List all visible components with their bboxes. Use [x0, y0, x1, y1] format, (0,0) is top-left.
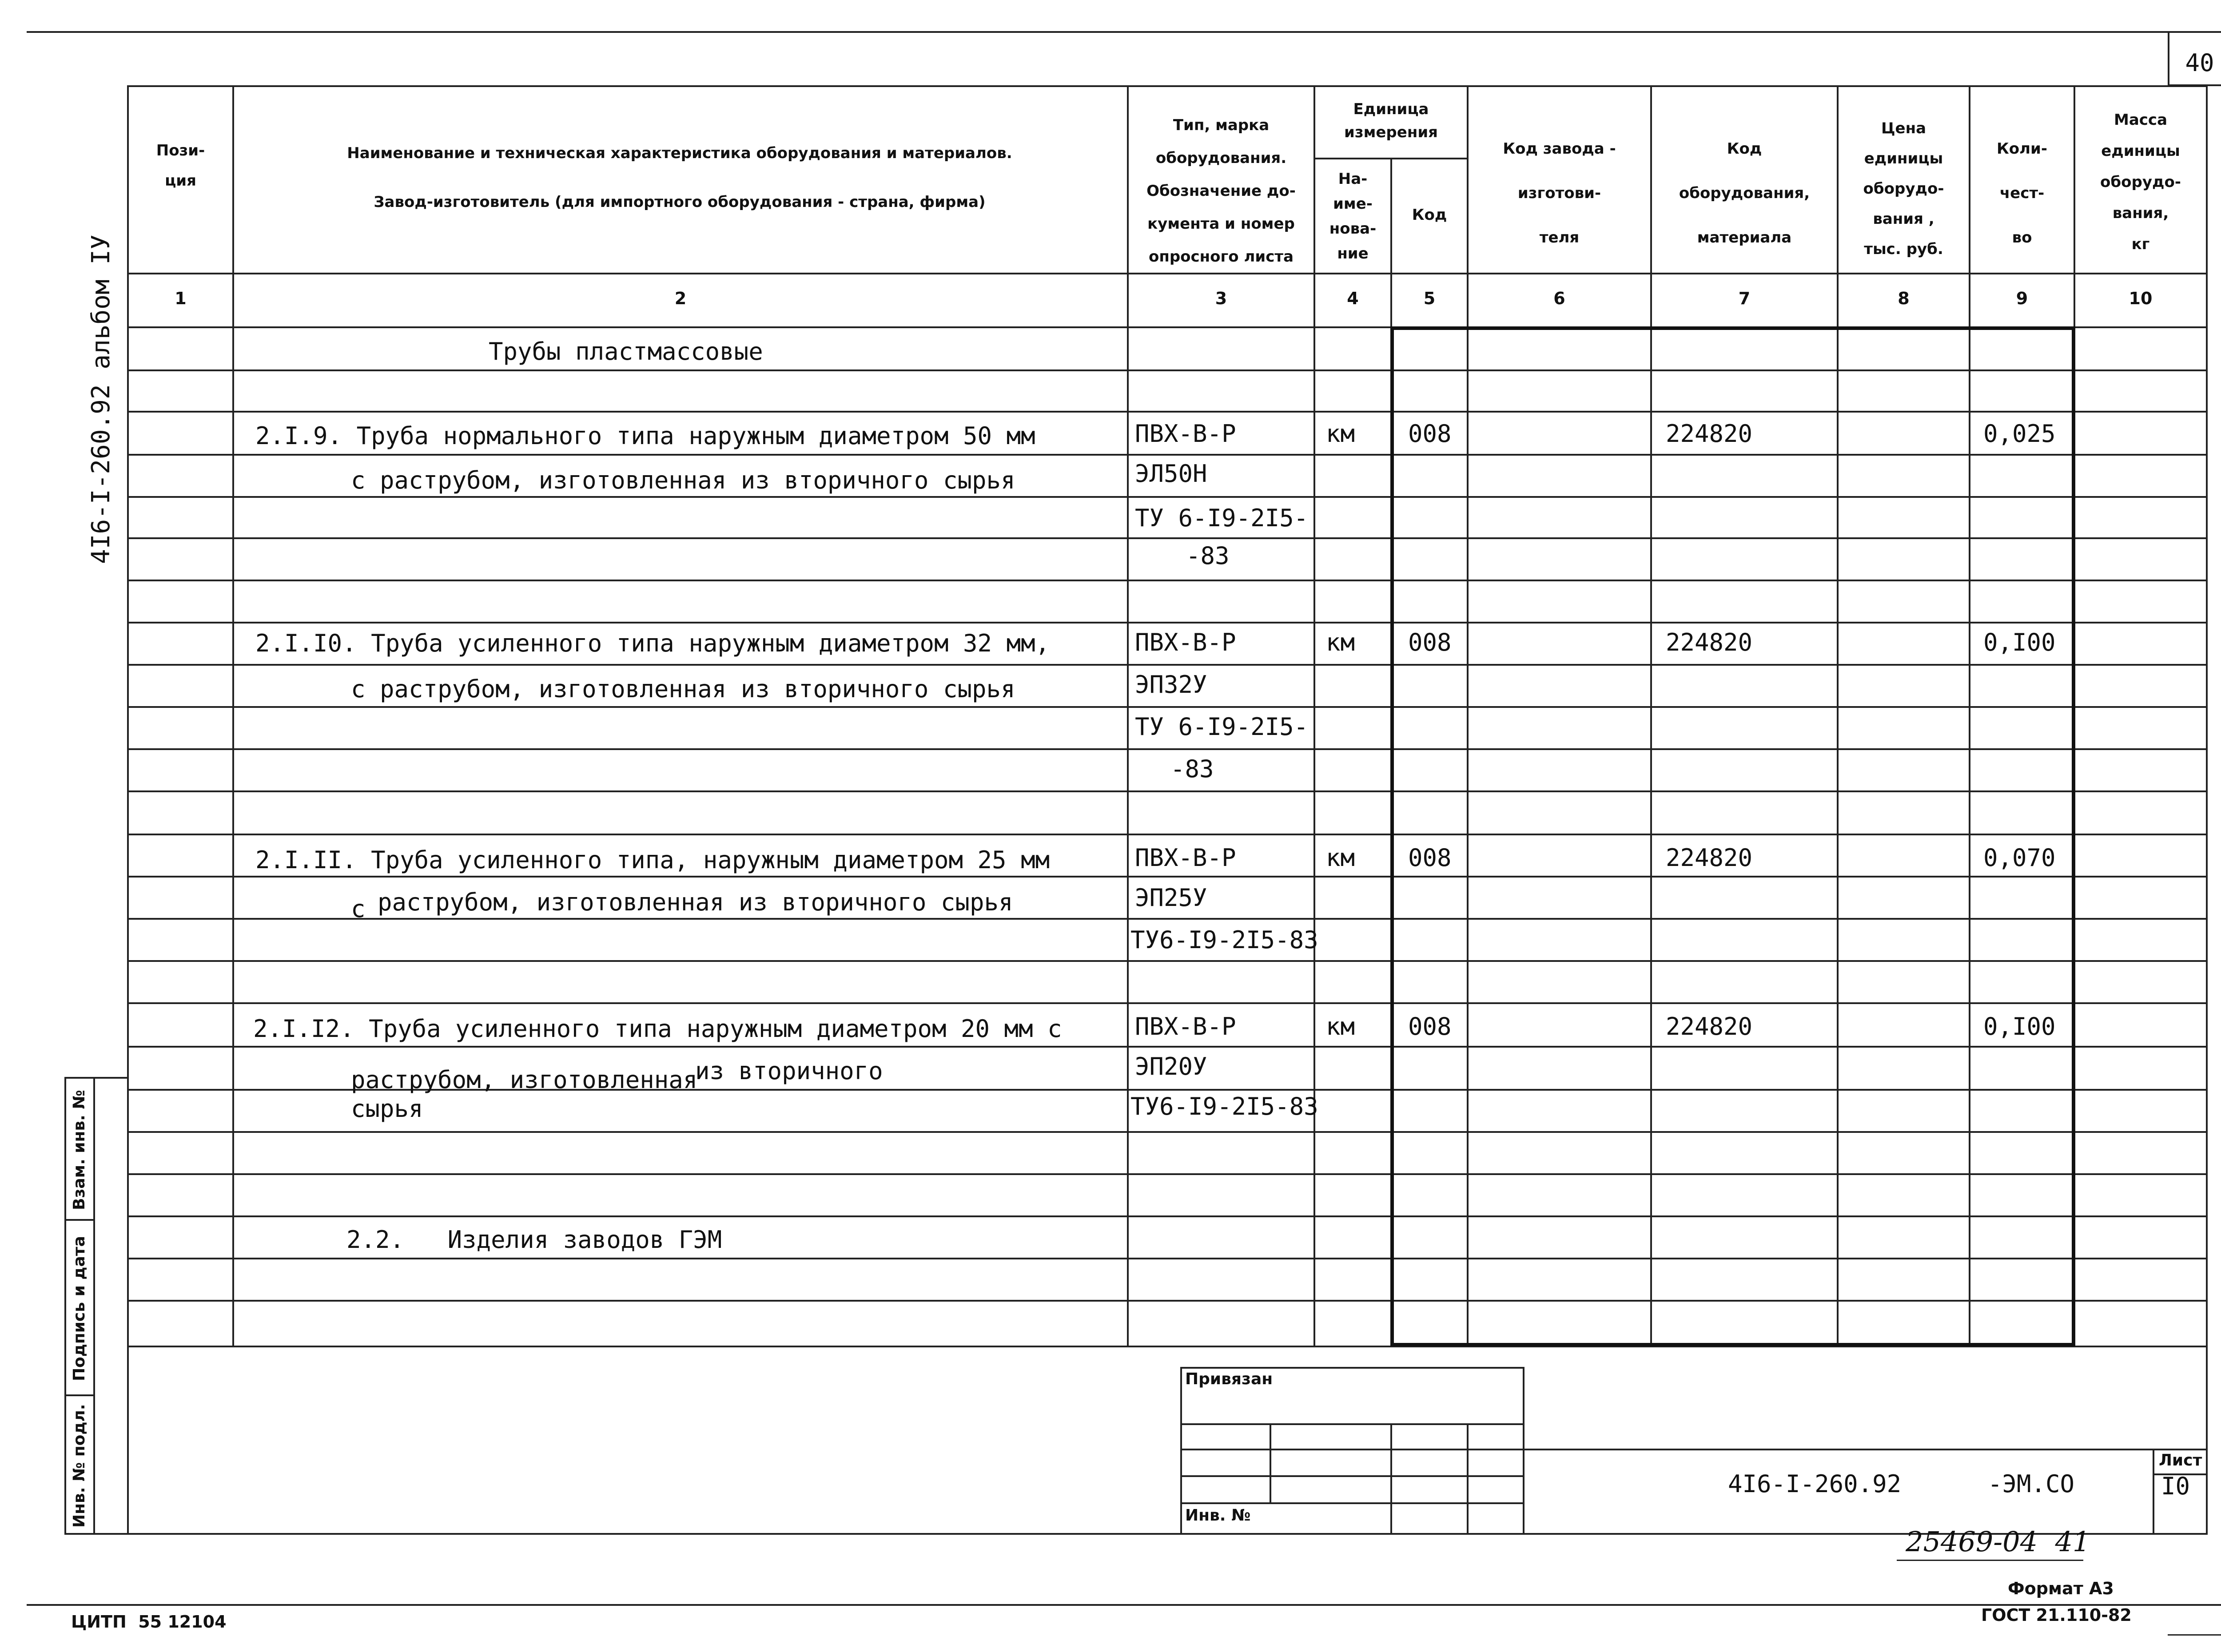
header-factory-code [1469, 127, 1650, 260]
column-number: 7 [1738, 289, 1751, 308]
header-position-line: ция [165, 172, 196, 190]
sheet-corner-number: 40 [2185, 49, 2214, 77]
header-mass-line: кг [2131, 235, 2150, 253]
stamp-tied-label: Привязан [1185, 1370, 1273, 1388]
row-line [127, 1173, 2206, 1175]
row-line [127, 1131, 2206, 1133]
column-number: 3 [1215, 289, 1227, 308]
row-line [127, 1258, 2206, 1259]
col-border [1837, 85, 1839, 1346]
stamp-border [1180, 1475, 1524, 1477]
row-line [127, 1002, 2206, 1004]
item-name-line: 2.I.I2. Труба усиленного типа наружным диаметром 20 мм с [253, 1015, 1062, 1043]
bottom-right-rule [2168, 1634, 2221, 1636]
header-position-line: Пози- [156, 142, 205, 159]
header-unit-name-line: ние [1337, 245, 1369, 262]
header-unit-name-line: нова- [1329, 220, 1377, 238]
row-line [127, 1215, 2206, 1217]
header-unit-group [1315, 98, 1467, 144]
item-type-line: ТУ6-I9-2I5-83 [1130, 1092, 1318, 1120]
margin-border [64, 1394, 93, 1396]
row-line [127, 411, 2206, 413]
item-type-line: ПВХ-В-Р [1135, 844, 1236, 872]
item-unit: км [1326, 420, 1355, 448]
row-line [127, 790, 2206, 792]
col-border [1127, 85, 1129, 1346]
row-line [127, 664, 2206, 666]
item-equipment-code: 224820 [1666, 628, 1753, 656]
stamp-inv-label: Инв. № [1185, 1506, 1251, 1525]
item-type-line: ЭП20У [1135, 1052, 1207, 1080]
standard-label: ГОСТ 21.110-82 [1981, 1605, 2132, 1625]
item-quantity: 0,I00 [1983, 1013, 2056, 1040]
row-line [127, 918, 2206, 920]
item-type-line: ПВХ-В-Р [1135, 420, 1236, 448]
item-type-line: ЭП32У [1135, 671, 1207, 699]
header-price-line: единицы [1864, 150, 1943, 167]
row-line [127, 706, 2206, 708]
header-quantity-line: чест- [1999, 184, 2045, 202]
item-unit-code: 008 [1408, 1013, 1452, 1040]
item-name-line: сырья [351, 1095, 423, 1123]
item-quantity: 0,025 [1983, 420, 2056, 448]
stamp-border [1523, 1367, 1524, 1533]
header-factory-code-line: Код завода - [1503, 140, 1616, 158]
header-type-line: Тип, марка [1173, 116, 1270, 134]
item-name-line: с раструбом, изготовленная из вторичного сырья [351, 675, 1015, 703]
handwritten-underline [1897, 1560, 2083, 1561]
header-mass-line: оборудо- [2100, 173, 2181, 191]
section-title: Трубы пластмассовые [489, 338, 763, 365]
header-quantity [1970, 127, 2074, 260]
item-type-line: ТУ6-I9-2I5-83 [1130, 926, 1318, 954]
stamp-border [1180, 1367, 1524, 1369]
row-line [127, 369, 2206, 371]
item-type-line: ПВХ-В-Р [1135, 628, 1236, 656]
column-number: 9 [2016, 289, 2028, 308]
item-name-line: 2.I.9. Труба нормального типа наружным диаметром 50 мм [255, 422, 1035, 450]
item-equipment-code: 224820 [1666, 1013, 1753, 1040]
item-quantity: 0,070 [1983, 844, 2056, 872]
margin-border [64, 1077, 127, 1079]
stamp-border [1180, 1449, 2206, 1450]
row-line [127, 876, 2206, 878]
item-name-tail: из вторичного [695, 1057, 883, 1085]
col-border [2206, 85, 2208, 1533]
item-name-line: раструбом, изготовленная из вторичного сырья [378, 888, 1013, 916]
col-border [1969, 85, 1970, 1346]
row-line [127, 622, 2206, 623]
row-line [127, 834, 2206, 835]
bottom-rule [27, 1604, 2221, 1606]
header-equipment-code [1652, 127, 1837, 260]
item-name-prefix: с [351, 895, 366, 923]
item-type-line: ЭП25У [1135, 884, 1207, 912]
handwritten-number: 25469-04 41 [1906, 1525, 2090, 1558]
stamp-sheet-number: I0 [2161, 1472, 2190, 1500]
header-name-line: Завод-изготовитель (для импортного оборудования - страна, фирма) [374, 193, 986, 211]
header-quantity-line: во [2012, 229, 2032, 246]
header-mass-line: вания, [2112, 204, 2169, 222]
item-equipment-code: 224820 [1666, 420, 1753, 448]
header-type [1129, 109, 1313, 273]
item-unit: км [1326, 628, 1355, 656]
item-unit-code: 008 [1408, 628, 1452, 656]
row-line [127, 454, 2206, 456]
header-factory-code-line: изготови- [1517, 184, 1601, 202]
header-quantity-line: Коли- [1997, 140, 2047, 158]
item-type-line: ТУ 6-I9-2I5- [1135, 504, 1309, 532]
item-type-line: -83 [1170, 755, 1214, 783]
row-line [127, 1046, 2206, 1048]
header-mass [2075, 104, 2206, 260]
header-unit-name-line: име- [1333, 195, 1373, 213]
header-price-line: оборудо- [1863, 180, 1944, 198]
col-border [1313, 85, 1315, 1346]
header-type-line: опросного листа [1148, 248, 1294, 266]
column-number: 1 [175, 289, 187, 308]
header-price-line: тыс. руб. [1864, 240, 1943, 258]
item-type-line: ЭЛ50Н [1135, 460, 1207, 488]
header-mass-line: единицы [2101, 142, 2180, 160]
stamp-border [1180, 1502, 1524, 1504]
stamp-border [1180, 1367, 1182, 1533]
stamp-border [1270, 1423, 1271, 1502]
row-line [127, 748, 2206, 750]
margin-border [93, 1077, 95, 1534]
header-name [235, 129, 1124, 226]
margin-border [64, 1533, 2208, 1535]
table-top [127, 85, 2206, 87]
stamp-document-code: 4I6-I-260.92 [1728, 1470, 1902, 1498]
header-position [129, 135, 232, 196]
header-unit-name-line: На- [1338, 170, 1368, 188]
col-border [1467, 85, 1469, 1346]
column-number: 5 [1423, 289, 1436, 308]
row-line [127, 960, 2206, 962]
header-price [1839, 113, 1969, 264]
header-type-line: кумента и номер [1147, 215, 1295, 233]
col-border [232, 85, 234, 1346]
header-unit-name [1315, 167, 1390, 266]
column-number: 8 [1898, 289, 1910, 308]
header-unit-group-line: Единица [1353, 100, 1429, 118]
row-line [127, 1300, 2206, 1302]
item-equipment-code: 224820 [1666, 844, 1753, 872]
margin-label-original-inv: Инв. № подл. [70, 1404, 88, 1528]
item-quantity: 0,I00 [1983, 628, 2056, 656]
stamp-document-suffix: -ЭМ.СО [1988, 1470, 2075, 1498]
stamp-border [1180, 1423, 1524, 1425]
item-unit: км [1326, 844, 1355, 872]
thick-block-left [1390, 326, 1394, 1346]
header-unit-code: Код [1412, 206, 1447, 224]
item-type-line: -83 [1186, 542, 1230, 570]
item-type-line: ТУ 6-I9-2I5- [1135, 713, 1309, 741]
row-line [127, 496, 2206, 498]
column-number: 10 [2129, 289, 2153, 308]
header-type-line: оборудования. [1155, 149, 1287, 167]
stamp-sheet-label: Лист [2159, 1451, 2202, 1469]
item-name-line: раструбом, изготовленная [351, 1066, 698, 1094]
format-label: Формат А3 [2008, 1579, 2114, 1598]
margin-label-replacement-inv: Взам. инв. № [70, 1090, 88, 1210]
thick-block-top [1390, 326, 2075, 330]
thick-block-right [2072, 326, 2075, 1346]
header-equipment-code-line: Код [1727, 140, 1762, 158]
header-equipment-code-line: материала [1697, 229, 1792, 246]
row-line [127, 537, 2206, 539]
stamp-border [1390, 1423, 1392, 1533]
header-name-line: Наименование и техническая характеристика оборудования и материалов. [347, 144, 1012, 162]
side-album-label: 4I6-I-260.92 альбом IУ [87, 234, 115, 564]
margin-border [64, 1077, 66, 1534]
item-unit: км [1326, 1013, 1355, 1040]
header-price-line: Цена [1881, 119, 1926, 137]
item-name-line: 2.I.I0. Труба усиленного типа наружным диаметром 32 мм, [255, 629, 1050, 657]
header-mass-line: Масса [2114, 111, 2168, 129]
item-unit-code: 008 [1408, 420, 1452, 448]
item-type-line: ПВХ-В-Р [1135, 1013, 1236, 1040]
item-name-line: 2.I.II. Труба усиленного типа, наружным диаметром 25 мм [255, 846, 1050, 874]
item-name-line: с раструбом, изготовленная из вторичного сырья [351, 466, 1015, 494]
header-equipment-code-line: оборудования, [1679, 184, 1810, 202]
subsection-title: 2.2. Изделия заводов ГЭМ [346, 1226, 722, 1254]
column-number: 2 [674, 289, 687, 308]
printer-label: ЦИТП 55 12104 [71, 1612, 227, 1632]
header-price-line: вания , [1873, 210, 1934, 228]
top-rule [27, 31, 2221, 33]
column-number: 4 [1347, 289, 1359, 308]
margin-label-signature-date: Подпись и дата [70, 1236, 88, 1381]
thick-block-bottom [1390, 1343, 2075, 1346]
header-factory-code-line: теля [1539, 229, 1580, 246]
col-border [1650, 85, 1652, 1346]
header-type-line: Обозначение до- [1146, 182, 1296, 200]
stamp-border [2153, 1449, 2154, 1533]
row-line [127, 580, 2206, 581]
margin-border [64, 1219, 93, 1221]
header-unit-group-line: измерения [1344, 123, 1438, 141]
item-unit-code: 008 [1408, 844, 1452, 872]
column-number: 6 [1553, 289, 1565, 308]
stamp-border [1467, 1423, 1469, 1533]
